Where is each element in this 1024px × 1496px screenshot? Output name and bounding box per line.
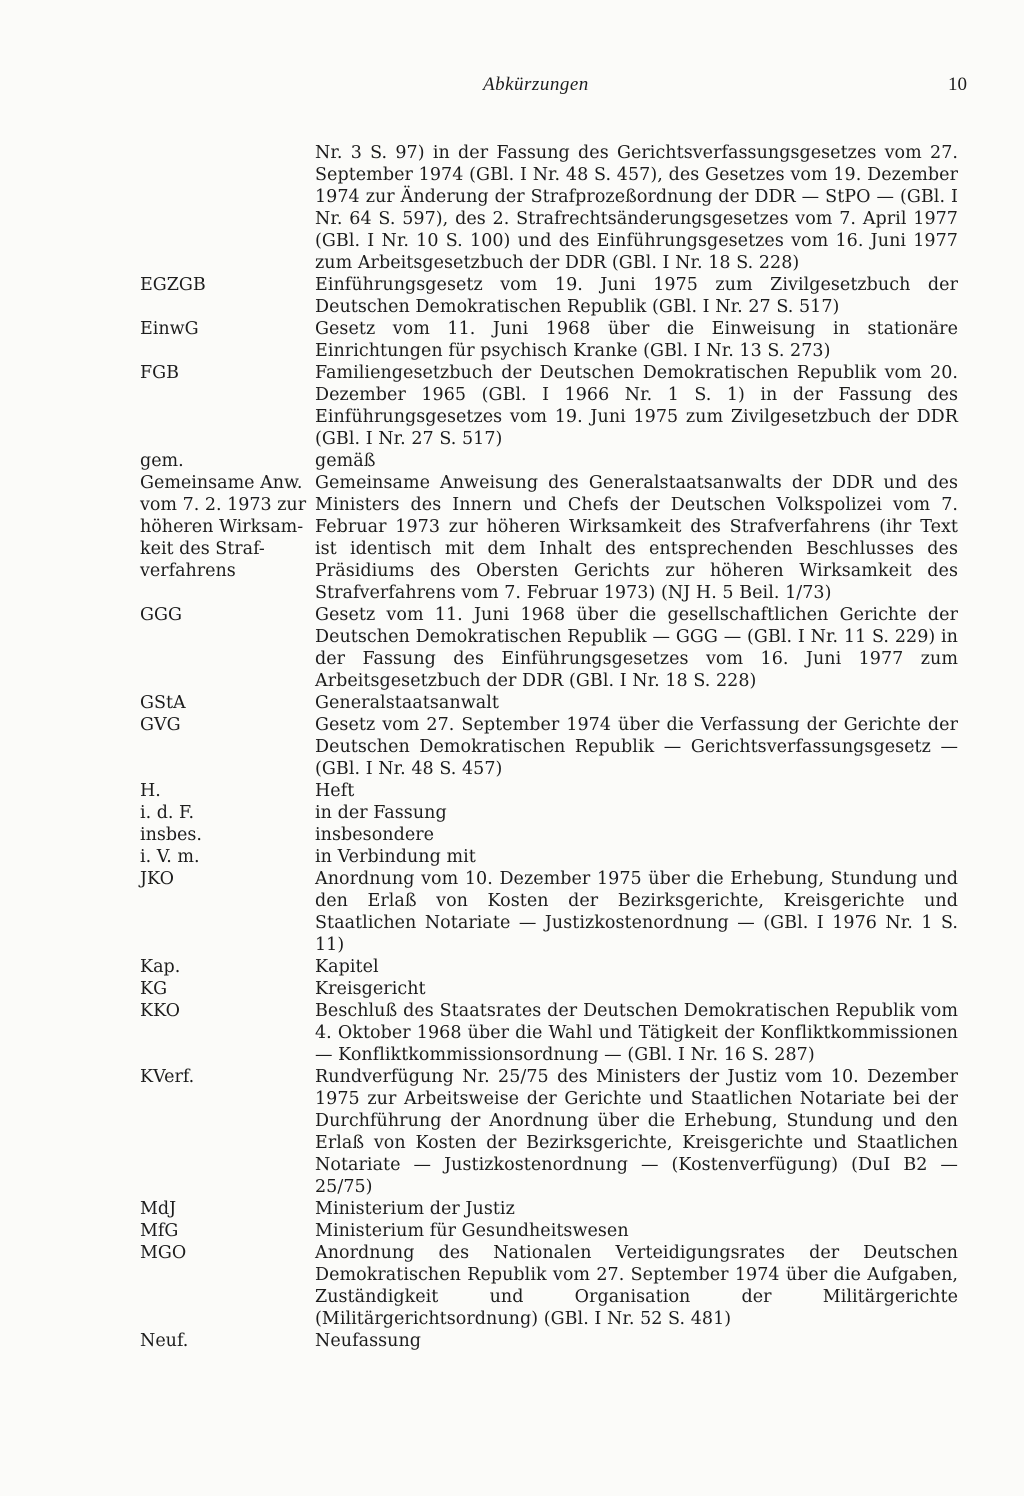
abbreviation-definition: Beschluß des Staatsrates der Deutschen Demokratischen Republik vom 4. Oktober 1968 über die Wahl und Tätigkeit der Konfliktkommissionen — Konfliktkommissionsordnung — (GBl. I Nr. 16 S. 287): [315, 1001, 958, 1065]
abbreviation-term: JKO: [140, 869, 174, 889]
abbreviation-definition: Ministerium für Gesundheitswesen: [315, 1221, 629, 1241]
abbreviation-entry: [140, 824, 958, 846]
abbreviation-term: EGZGB: [140, 275, 206, 295]
abbreviation-entry: [140, 1242, 958, 1330]
abbreviation-entry: [140, 1330, 958, 1352]
abbreviation-definition: Heft: [315, 781, 355, 801]
abbreviation-definition: Anordnung des Nationalen Verteidigungsrates der Deutschen Demokratischen Republik vom 27. September 1974 über die Aufgaben, Zuständigkeit und Organisation der Militärgerichte (Militärgerichtsordnung) (GBl. I Nr. 52 S. 481): [315, 1243, 958, 1329]
abbreviation-entry: [140, 274, 958, 318]
abbreviation-term: insbes.: [140, 825, 202, 845]
abbreviation-definition: Kreisgericht: [315, 979, 426, 999]
abbreviation-entry: [140, 1000, 958, 1066]
abbreviation-term: GVG: [140, 715, 181, 735]
abbreviation-entry: [140, 1198, 958, 1220]
abbreviation-definition: Ministerium der Justiz: [315, 1199, 515, 1219]
abbreviation-term: KVerf.: [140, 1067, 195, 1087]
abbreviation-term: KG: [140, 979, 168, 999]
abbreviation-term: i. d. F.: [140, 803, 195, 823]
abbreviation-definition: Rundverfügung Nr. 25/75 des Ministers der Justiz vom 10. Dezember 1975 zur Arbeitsweise der Gerichte und Staatlichen Notariate bei der Durchführung der Anordnung über die Erhebung, Stundung und den Erlaß von Kosten der Bezirksgerichte, Kreisgerichte und Staatlichen Notariate — Justizkostenordnung — (Kostenverfügung) (DuI B2 — 25/75): [315, 1067, 958, 1197]
abbreviation-entry: [140, 780, 958, 802]
abbreviation-definition: Generalstaatsanwalt: [315, 693, 499, 713]
abbreviation-entry: [140, 846, 958, 868]
abbreviation-definition: Familiengesetzbuch der Deutschen Demokratischen Republik vom 20. Dezember 1965 (GBl. I 1966 Nr. 1 S. 1) in der Fassung des Einführungsgesetzes vom 19. Juni 1975 zum Zivilgesetzbuch der DDR (GBl. I Nr. 27 S. 517): [315, 363, 958, 449]
abbreviation-definition: Gesetz vom 11. Juni 1968 über die gesellschaftlichen Gerichte der Deutschen Demokratischen Republik — GGG — (GBl. I Nr. 11 S. 229) in der Fassung des Einführungsgesetzes vom 16. Juni 1977 zum Arbeitsgesetzbuch der DDR (GBl. I Nr. 18 S. 228): [315, 605, 958, 691]
abbreviation-definition: Gemeinsame Anweisung des Generalstaatsanwalts der DDR und des Ministers des Innern und Chefs der Deutschen Volkspolizei vom 7. Februar 1973 zur höheren Wirksamkeit des Strafverfahrens (ihr Text ist identisch mit dem Inhalt des entsprechenden Beschlusses des Präsidiums des Obersten Gerichts zur höheren Wirksamkeit des Strafverfahrens vom 7. Februar 1973) (NJ H. 5 Beil. 1/73): [315, 473, 958, 603]
abbreviation-definition: Gesetz vom 11. Juni 1968 über die Einweisung in stationäre Einrichtungen für psychisch Kranke (GBl. I Nr. 13 S. 273): [315, 319, 958, 361]
abbreviation-definition: in Verbindung mit: [315, 847, 476, 867]
abbreviation-definition: Anordnung vom 10. Dezember 1975 über die Erhebung, Stundung und den Erlaß von Kosten der Bezirksgerichte, Kreisgerichte und Staatlichen Notariate — Justizkostenordnung — (GBl. I 1976 Nr. 1 S. 11): [315, 869, 958, 955]
abbreviation-term: GGG: [140, 605, 182, 625]
running-header: [0, 74, 1024, 104]
abbreviation-definition: in der Fassung: [315, 803, 447, 823]
abbreviation-term: Gemeinsame Anw. vom 7. 2. 1973 zur höheren Wirksam- keit des Straf- verfahrens: [140, 473, 307, 581]
abbreviation-definition: gemäß: [315, 451, 376, 471]
abbreviation-entry: [140, 714, 958, 780]
abbreviation-term: Neuf.: [140, 1331, 189, 1351]
page-header-title: Abkürzungen: [483, 74, 589, 95]
abbreviation-definition: insbesondere: [315, 825, 435, 845]
abbreviation-term: EinwG: [140, 319, 199, 339]
abbreviation-definition: Einführungsgesetz vom 19. Juni 1975 zum Zivilgesetzbuch der Deutschen Demokratischen Republik (GBl. I Nr. 27 S. 517): [315, 275, 958, 317]
abbreviation-entry: [140, 978, 958, 1000]
abbreviation-entry: [140, 450, 958, 472]
abbreviation-term: MGO: [140, 1243, 187, 1263]
abbreviation-entry: [140, 1066, 958, 1198]
abbreviation-definition: Neufassung: [315, 1331, 422, 1351]
abbreviation-entry: [140, 956, 958, 978]
abbreviation-entry: [140, 802, 958, 824]
abbreviation-definition: Nr. 3 S. 97) in der Fassung des Gerichtsverfassungsgesetzes vom 27. September 1974 (GBl. I Nr. 48 S. 457), des Gesetzes vom 19. Dezember 1974 zur Änderung der Strafprozeßordnung der DDR — StPO — (GBl. I Nr. 64 S. 597), des 2. Strafrechtsänderungsgesetzes vom 7. April 1977 (GBl. I Nr. 10 S. 100) und des Einführungsgesetzes vom 16. Juni 1977 zum Arbeitsgesetzbuch der DDR (GBl. I Nr. 18 S. 228): [315, 143, 958, 273]
abbreviation-term: gem.: [140, 451, 184, 471]
abbreviation-entry: [140, 604, 958, 692]
abbreviation-term: H.: [140, 781, 161, 801]
abbreviation-list: [140, 142, 958, 1352]
page-number: 10: [948, 74, 967, 95]
abbreviation-term: MfG: [140, 1221, 179, 1241]
abbreviation-term: KKO: [140, 1001, 181, 1021]
abbreviation-term: i. V. m.: [140, 847, 200, 867]
abbreviation-entry: [140, 1220, 958, 1242]
abbreviation-definition: Kapitel: [315, 957, 379, 977]
abbreviation-term: Kap.: [140, 957, 181, 977]
abbreviation-entry: [140, 142, 958, 274]
abbreviation-term: MdJ: [140, 1199, 177, 1219]
abbreviation-entry: [140, 318, 958, 362]
abbreviation-entry: [140, 362, 958, 450]
abbreviation-term: GStA: [140, 693, 186, 713]
abbreviation-term: FGB: [140, 363, 179, 383]
abbreviation-definition: Gesetz vom 27. September 1974 über die Verfassung der Gerichte der Deutschen Demokratischen Republik — Gerichtsverfassungsgesetz — (GBl. I Nr. 48 S. 457): [315, 715, 958, 779]
abbreviation-entry: [140, 472, 958, 604]
abbreviation-entry: [140, 692, 958, 714]
abbreviation-entry: [140, 868, 958, 956]
